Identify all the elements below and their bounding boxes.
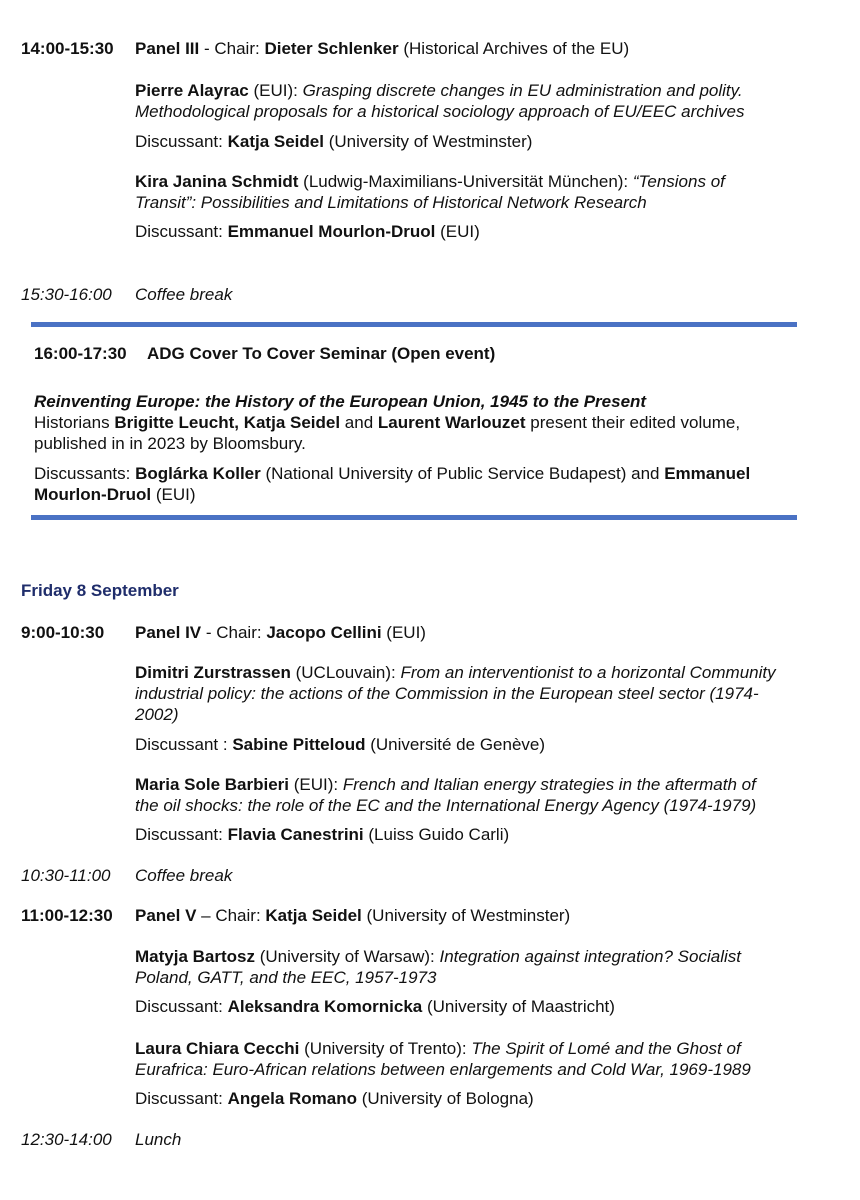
lunch-label: Lunch	[135, 1130, 182, 1149]
chair-separator: - Chair:	[201, 623, 267, 642]
seminar-discussants	[34, 463, 750, 484]
lunch-time: 12:30-14:00	[21, 1130, 112, 1149]
seminar-description	[34, 412, 740, 433]
panel-title: Panel IV	[135, 623, 202, 642]
talk-title: Grasping discrete changes in EU administration and polity.	[302, 81, 743, 100]
discussants-label: Discussants:	[34, 464, 136, 483]
discussant-name: Flavia Canestrini	[227, 825, 364, 844]
discussant-label: Discussant:	[135, 997, 228, 1016]
talk-affiliation: (University of Warsaw):	[254, 947, 440, 966]
talk-affiliation: (EUI):	[248, 81, 303, 100]
break-time: 10:30-11:00	[21, 866, 111, 885]
session-time: 11:00-12:30	[21, 906, 113, 925]
panel-title: Panel III	[135, 39, 200, 58]
discussant-affiliation: (University of Maastricht)	[422, 997, 615, 1016]
discussant-name: Emmanuel	[664, 464, 751, 483]
discussant-name: Emmanuel Mourlon-Druol	[227, 222, 436, 241]
discussant-affiliation: (EUI)	[435, 222, 480, 241]
talk-title: Integration against integration? Socialist	[439, 947, 741, 966]
book-title: Reinventing Europe: the History of the European Union, 1945 to the Present	[34, 392, 647, 411]
rule-bottom	[31, 515, 797, 520]
talk-affiliation: (University of Trento):	[299, 1039, 472, 1058]
talk-author: Pierre Alayrac	[135, 81, 249, 100]
discussant-label: Discussant:	[135, 825, 228, 844]
talk-line	[135, 774, 756, 795]
discussant-line	[135, 1088, 534, 1109]
break-label: Coffee break	[135, 866, 233, 885]
talk-line	[135, 171, 725, 192]
day-heading: Friday 8 September	[21, 581, 179, 600]
chair-name: Jacopo Cellini	[266, 623, 382, 642]
book-editors: Brigitte Leucht, Katja Seidel	[114, 413, 341, 432]
seminar-discussants-cont	[34, 484, 195, 505]
chair-name: Katja Seidel	[265, 906, 362, 925]
discussant-name: Sabine Pitteloud	[232, 735, 366, 754]
talk-author: Laura Chiara Cecchi	[135, 1039, 300, 1058]
talk-title-cont: Transit”: Possibilities and Limitations of Historical Network Research	[135, 193, 647, 212]
chair-affiliation: (Historical Archives of the EU)	[398, 39, 630, 58]
session-time: 9:00-10:30	[21, 623, 105, 642]
discussant-label: Discussant :	[135, 735, 233, 754]
session-heading	[135, 38, 629, 59]
session-time: 14:00-15:30	[21, 39, 114, 58]
talk-author: Dimitri Zurstrassen	[135, 663, 291, 682]
discussant-affiliation: (EUI)	[151, 485, 196, 504]
panel-title: Panel V	[135, 906, 197, 925]
rule-top	[31, 322, 797, 327]
desc-text: Historians	[34, 413, 115, 432]
chair-name: Dieter Schlenker	[264, 39, 399, 58]
talk-line	[135, 80, 743, 101]
discussant-label: Discussant:	[135, 1089, 228, 1108]
discussant-affiliation: (Luiss Guido Carli)	[363, 825, 510, 844]
talk-affiliation: (UCLouvain):	[290, 663, 401, 682]
talk-title: “Tensions of	[632, 172, 725, 191]
chair-affiliation: (EUI)	[381, 623, 426, 642]
discussant-label: Discussant:	[135, 132, 228, 151]
seminar-publication: published in in 2023 by Bloomsbury.	[34, 434, 306, 453]
chair-separator: – Chair:	[196, 906, 266, 925]
seminar-title: ADG Cover To Cover Seminar (Open event)	[147, 344, 496, 363]
talk-author: Maria Sole Barbieri	[135, 775, 290, 794]
seminar-time: 16:00-17:30	[34, 344, 127, 363]
talk-line	[135, 946, 741, 967]
discussant-affiliation: (National University of Public Service Budapest) and	[260, 464, 665, 483]
discussant-name: Katja Seidel	[227, 132, 324, 151]
discussant-line	[135, 996, 615, 1017]
chair-affiliation: (University of Westminster)	[361, 906, 571, 925]
discussant-line	[135, 131, 532, 152]
discussant-name: Boglárka Koller	[135, 464, 261, 483]
discussant-affiliation: (University of Bologna)	[357, 1089, 534, 1108]
talk-title-cont: industrial policy: the actions of the Commission in the European steel sector (1974-	[135, 684, 759, 703]
talk-title: French and Italian energy strategies in the aftermath of	[342, 775, 756, 794]
discussant-name: Aleksandra Komornicka	[227, 997, 423, 1016]
chair-separator: - Chair:	[199, 39, 265, 58]
talk-author: Kira Janina Schmidt	[135, 172, 299, 191]
break-time: 15:30-16:00	[21, 285, 112, 304]
discussant-line	[135, 221, 480, 242]
discussant-affiliation: (Université de Genève)	[365, 735, 546, 754]
discussant-label: Discussant:	[135, 222, 228, 241]
session-heading	[135, 622, 426, 643]
discussant-name: Mourlon-Druol	[34, 485, 152, 504]
talk-author: Matyja Bartosz	[135, 947, 255, 966]
book-editor-3: Laurent Warlouzet	[377, 413, 526, 432]
discussant-affiliation: (University of Westminster)	[323, 132, 533, 151]
talk-title-cont: Methodological proposals for a historical sociology approach of EU/EEC archives	[135, 102, 745, 121]
talk-affiliation: (Ludwig-Maximilians-Universität München):	[298, 172, 633, 191]
session-heading	[135, 905, 570, 926]
talk-title-cont: 2002)	[135, 705, 179, 724]
talk-title-cont: Eurafrica: Euro-African relations between enlargements and Cold War, 1969-1989	[135, 1060, 751, 1079]
break-label: Coffee break	[135, 285, 233, 304]
talk-title-cont: the oil shocks: the role of the EC and the International Energy Agency (1974-1979)	[135, 796, 757, 815]
talk-title-cont: Poland, GATT, and the EEC, 1957-1973	[135, 968, 437, 987]
talk-line	[135, 662, 776, 683]
desc-text-2: present their edited volume,	[525, 413, 741, 432]
talk-line	[135, 1038, 741, 1059]
discussant-line	[135, 824, 509, 845]
discussant-line	[135, 734, 545, 755]
desc-and: and	[340, 413, 378, 432]
discussant-name: Angela Romano	[227, 1089, 357, 1108]
talk-title: The Spirit of Lomé and the Ghost of	[471, 1039, 741, 1058]
talk-affiliation: (EUI):	[289, 775, 343, 794]
talk-title: From an interventionist to a horizontal Community	[400, 663, 776, 682]
